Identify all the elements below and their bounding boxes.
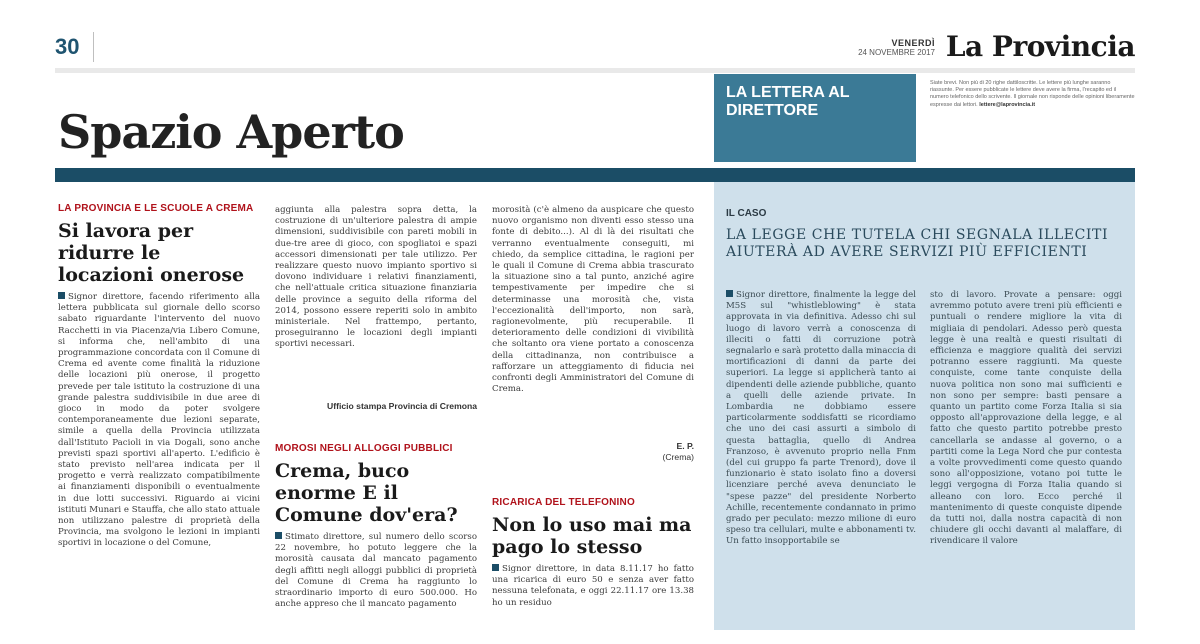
caso-col1 (726, 290, 916, 628)
caso-kicker: IL CASO (726, 208, 767, 219)
article-1-body-col1 (58, 292, 260, 644)
paragraph-marker (275, 532, 282, 539)
article-1-body-col2 (275, 205, 477, 397)
article-3-signature (492, 441, 694, 463)
article-2-kicker: MOROSI NEGLI ALLOGGI PUBBLICI (275, 443, 453, 454)
page-header (55, 32, 1135, 70)
lettera-info (930, 80, 1135, 109)
article-2-body (275, 532, 477, 644)
article-1-headline: Si lavora per ridurre le locazioni onerose (58, 220, 245, 286)
page-number: 30 (55, 34, 80, 59)
page-number-divider (93, 32, 94, 62)
caso-body-col2 (930, 290, 1122, 628)
article-4 (492, 497, 694, 620)
caso-text-col1: Signor direttore, finalmente la legge del M5S sul "whistleblowing" è stata approvata in via definitiva. Adesso chi sul luogo di lavoro verrà a conoscenza di illeciti o fatti di corruzione potrà segnalarlo e sarà protetto dalla minaccia di mortificazioni di danni da parte dei superiori. La legge si applicherà tanto ai dipendenti delle aziende pubbliche, quanto a quelli delle aziende private. In Lombardia ne dobbiamo essere particolarmente soddisfatti se ricordiamo che uno dei casi assurti a simbolo di questa battaglia, quello di Andrea Franzoso, è avvenuto proprio nella Fnm (del cui gruppo fa parte Trenord), dove il funzionario è stato isolato fino a doversi licenziare perché aveva denunciato le "spese pazze" del presidente Norberto Achille, recentemente condannato in primo grado per peculato: mezzo milione di euro speso tra cellulari, multe e abbonamenti tv. Un fatto insopportabile se (726, 290, 916, 547)
article-3-body-top (492, 205, 694, 441)
article-2-text: Stimato direttore, sul numero dello scorso 22 novembre, ho potuto leggere che la morosità causata dal mancato pagamento degli affitti negli alloggi pubblici di proprietà del Comune di Crema ha raggiunto lo straordinario importo di euro 500.000. Ho anche appreso che il mancato pagamento (275, 532, 477, 610)
lettera-label-box (714, 74, 916, 162)
article-1-text-col2: aggiunta alla palestra sopra detta, la costruzione di un'ulteriore palestra di ampie dimensioni, suddivisibile con pareti mobili in due-tre aree di gioco, con spogliatoi e spazi accessori dimensionati per tale utilizzo. Per realizzare questo nuovo impianto sportivo si dovono individuare i relativi finanziamenti, che nell'attuale critica situazione finanziaria delle province a seguito della riforma del 2014, possono essere reperiti solo in ambito ministeriale. Nel frattempo, pertanto, proseguiranno le locazioni degli impianti sportivi necessari. (275, 205, 477, 350)
caso-text-col2: sto di lavoro. Provate a pensare: oggi avremmo potuto avere treni più efficienti e puntuali o rendere migliore la vita di migliaia di pendolari. Adesso però questa legge è una realtà e questi risultati di efficienza e maggiore qualità dei servizi potranno essere raggiunti. Ma queste conquiste, come tante conquiste della nuova politica non sono mai sufficienti e non sono per sempre: basti pensare a quanto un partito come Forza Italia si sia opposto all'approvazione della legge, e al fatto che questo partito potrebbe presto cancellarla se andasse al governo, o a partiti come la Lega Nord che pur contesta a volte provvedimenti come questo quando sono all'opposizione, votano poi tutte le leggi vergogna di Forza Italia quando si alleano con loro. Ecco perché il mantenimento di queste conquiste dipende da tutti noi, dalla nostra capacità di non chiudere gli occhi davanti al malaffare, di rivendicare il valore (930, 290, 1122, 547)
article-2 (275, 443, 477, 644)
issue-date (858, 38, 935, 58)
lettera-label: LA LETTERA AL DIRETTORE (726, 84, 850, 119)
caso-header (726, 208, 1126, 261)
paragraph-marker (492, 564, 499, 571)
article-1-text-col1: Signor direttore, facendo riferimento alla lettera pubblicata sul giornale dello scorso sabato riguardante l'intervento del nuovo Racchetti in via Piacenza/via Libero Comune, si informa che, nell'ambito di una programmazione concordata con il Comune di Crema ed avente come finalità la riduzione delle locazioni più onerose, il progetto prevede per tale istituto la costruzione di una grande palestra suddivisibile in due aree di gioco in modo da poter svolgere contemporaneamente due lezioni separate, simile a quella della Provincia utilizzata dall'Istituto Pacioli in via Dogali, sono anche previsti spazi sportivi all'aperto. L'edificio è stato previsto nell'area indicata per il progetto e verrà realizzato compatibilmente ai finanziamenti disponibili o eventualmente in due lotti successivi. Riguardo ai vicini istituti Munari e Stauffa, che allo stato attuale non utilizzano palestre di proprietà della Provincia, ma svolgono le lezioni in impianti sportivi in locazione o del Comune, (58, 292, 260, 549)
caso-body-col1 (726, 290, 916, 628)
article-1-signature: Ufficio stampa Provincia di Cremona (327, 401, 477, 411)
article-4-kicker: RICARICA DEL TELEFONINO (492, 497, 635, 508)
section-title: Spazio Aperto (58, 105, 404, 159)
paragraph-marker (58, 292, 65, 299)
caso-col2 (930, 290, 1122, 628)
article-4-body (492, 564, 694, 620)
issue-full-date: 24 NOVEMBRE 2017 (858, 48, 935, 57)
article-4-headline: Non lo uso mai ma pago lo stesso (492, 514, 692, 558)
header-rule (55, 68, 1135, 73)
article-3-signature-name: E. P. (676, 441, 694, 451)
article-1-col2 (275, 203, 477, 411)
article-2-headline: Crema, buco enorme E il Comune dov'era? (275, 460, 458, 526)
article-1-col1 (58, 203, 260, 644)
issue-weekday: VENERDÌ (891, 38, 935, 48)
article-1-kicker: LA PROVINCIA E LE SCUOLE A CREMA (58, 203, 254, 214)
lettera-email[interactable]: lettere@laprovincia.it (979, 101, 1036, 108)
article-4-text: Signor direttore, in data 8.11.17 ho fatto una ricarica di euro 50 e senza aver fatto nessuna telefonata, e oggi 22.11.17 ore 13.38 ho un residuo (492, 564, 694, 608)
masthead-logo: La Provincia (945, 30, 1135, 63)
caso-headline: LA LEGGE CHE TUTELA CHI SEGNALA ILLECITI AIUTERÀ AD AVERE SERVIZI PIÙ EFFICIENTI (726, 227, 1109, 260)
article-3-col (492, 203, 694, 463)
article-3-text-top: morosità (c'è almeno da auspicare che questo nuovo organismo non diventi esso stesso una fonte di debito...). Al di là dei risultati che verranno eventualmente conseguiti, mi chiedo, da semplice cittadina, le ragioni per le quali il Comune di Crema abbia trascurato la situazione sino a tal punto, anziché agire tempestivamente per impedire che si determinasse una morosità che, vista l'eccezionalità dell'importo, non sarà, ragionevolmente, più recuperabile. Il deterioramento delle condizioni di vivibilità che soltanto ora viene portato a conoscenza della cittadinanza, non contribuisce a rafforzare un atteggiamento di fiducia nei confronti degli Amministratori del Comune di Crema. (492, 205, 694, 395)
article-3-signature-place: (Crema) (662, 452, 694, 462)
section-band (55, 168, 1135, 182)
lettera-info-text: Siate brevi. Non più di 20 righe dattiloscritte. Le lettere più lunghe saranno riassunte. Per essere pubblicate le lettere deve avere la firma, l'recapito ed il numero telefonico dello scrivente. Il giornale non risponde delle opinioni liberamente espresse dai lettori. (930, 80, 1135, 108)
paragraph-marker (726, 290, 733, 297)
